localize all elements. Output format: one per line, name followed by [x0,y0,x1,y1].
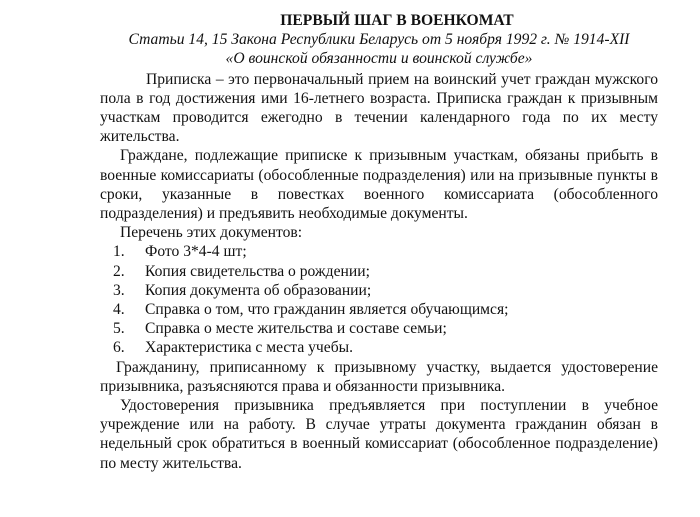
list-item [100,338,658,357]
list-item [100,242,658,261]
paragraph-loss: Удостоверения призывника предъявляется при поступлении в учебное учреждение или на работу. В случае утраты документа гражданин обязан в недельный срок обратиться в военный комиссариат (обособленное подразделение) по месту жительства. [100,397,658,472]
list-item-text: Характеристика с места учебы. [145,339,354,357]
list-item-text: Фото 3*4-4 шт; [145,243,247,261]
documents-list [100,242,658,357]
document-title: ПЕРВЫЙ ШАГ В ВОЕНКОМАТ [280,12,514,29]
list-item-number: 1. [113,243,125,261]
list-item-number: 5. [113,320,125,338]
list-item [100,262,658,281]
paragraph-certificate: Гражданину, приписанному к призывному участку, выдается удостоверение призывника, разъясняются права и обязанности призывника. [100,358,658,395]
paragraph-definition: Приписка – это первоначальный прием на воинский учет граждан мужского пола в год достижения ими 16-летнего возраста. Приписка граждан к призывным участкам проводится ежегодно в течении календарного года по их месту жительства. [100,70,658,146]
list-item-number: 2. [113,262,125,280]
paragraph-list-intro: Перечень этих документов: [120,224,303,242]
list-item-text: Справка о том, что гражданин является обучающимся; [145,301,509,319]
list-item [100,319,658,338]
paragraph-obligation: Граждане, подлежащие приписке к призывным участкам, обязаны прибыть в военные комиссариаты (обособленные подразделения) или на призывные пункты в сроки, указанные в повестках военного комиссариата (обособленного подразделения) и предъявить необходимые документы. [100,147,658,223]
list-item-number: 4. [113,301,125,319]
law-reference: Статьи 14, 15 Закона Республики Беларусь от 5 ноября 1992 г. № 1914-XII [128,31,630,49]
law-name: «О воинской обязанности и воинской службе» [225,50,533,68]
list-item-text: Копия документа об образовании; [145,281,372,299]
list-item [100,281,658,300]
list-item [100,300,658,319]
list-item-text: Копия свидетельства о рождении; [145,262,370,280]
list-item-text: Справка о месте жительства и составе семьи; [145,320,447,338]
list-item-number: 3. [113,281,125,299]
list-item-number: 6. [113,339,125,357]
